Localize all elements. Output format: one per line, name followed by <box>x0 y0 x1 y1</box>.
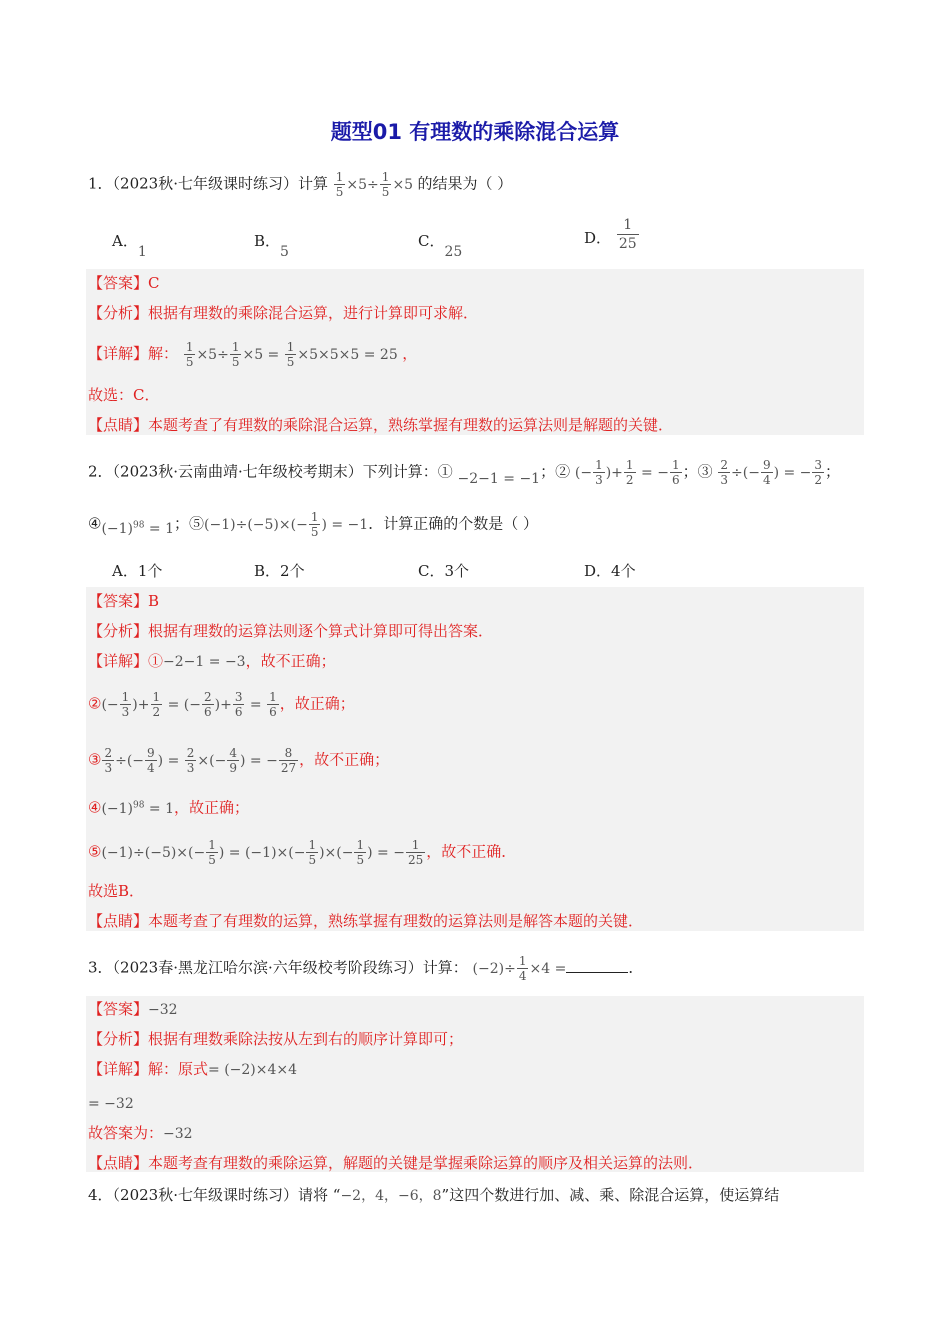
q2-detail-1: 【详解】①−2−1 = −3，故不正确； <box>88 652 336 670</box>
q1-comment: 【点睛】本题考查了有理数的乘除混合运算，熟练掌握有理数的运算法则是解题的关键． <box>88 416 674 434</box>
q2-comment: 【点睛】本题考查了有理数的运算，熟练掌握有理数的运算法则是解答本题的关键． <box>88 912 644 930</box>
q1-option-a[interactable]: A．1 <box>112 232 147 260</box>
q3-answer-blank[interactable] <box>566 958 628 973</box>
q3-answer: 【答案】−32 <box>88 1000 178 1018</box>
q2-option-d[interactable]: D．4个 <box>584 562 636 580</box>
q3-choice: 故答案为：−32 <box>88 1124 193 1142</box>
q3-comment: 【点睛】本题考查有理数的乘除运算，解题的关键是掌握乘除运算的顺序及相关运算的法则． <box>88 1154 704 1172</box>
q2-analysis: 【分析】根据有理数的运算法则逐个算式计算即可得出答案． <box>88 622 494 640</box>
q3-stem: 3．（2023春·黑龙江哈尔滨·六年级校考阶段练习）计算： (−2)÷ $\frac{1}{4}$ ×4 = ． <box>88 954 644 983</box>
q2-option-c[interactable]: C．3个 <box>418 562 470 580</box>
q3-detail: 【详解】解：原式= (−2)×4×4 <box>88 1060 298 1078</box>
q2-detail-5: ⑤(−1)÷(−5)×(− $\frac{1}{5}$ ) = (−1)×(− $\frac{1}{5}$ )×(− $\frac{1}{5}$ ) = − $\frac{1}{25}$ ，故不正确． <box>88 838 517 867</box>
q2-detail-3: ③ $\frac{2}{3}$ ÷(− $\frac{9}{4}$ ) = $\frac{2}{3}$ ×(− $\frac{4}{9}$ ) = − $\frac{8}{27}$ ，故不正确； <box>88 746 390 775</box>
q1-answer: 【答案】C <box>88 274 160 292</box>
q1-expression: $\frac{1}{5}$ ×5÷ $\frac{1}{5}$ ×5 <box>335 170 418 199</box>
q1-analysis: 【分析】根据有理数的乘除混合运算，进行计算即可求解． <box>88 304 479 322</box>
q1-option-c[interactable]: C．25 <box>418 232 463 260</box>
q1-option-d[interactable]: D． $\frac{1}{25}$ <box>584 217 637 252</box>
q2-option-a[interactable]: A．1个 <box>112 562 163 580</box>
q4-stem: 4．（2023秋·七年级课时练习）请将 “−2，4，−6，8”这四个数进行加、减、乘、除混合运算，使运算结 <box>88 1186 780 1204</box>
q2-stem-line1: 2．（2023秋·云南曲靖·七年级校考期末）下列计算：① −2−1 = −1；② (− $\frac{1}{3}$ )+ $\frac{1}{2}$ = − $\frac{1}{6}$ ；③ $\frac{2}{3}$ ÷(− $\frac{9}{4}$ ) = − $\frac{3}{2}$ ； <box>88 458 841 487</box>
q1-stem: 1．（2023秋·七年级课时练习）计算 $\frac{1}{5}$ ×5÷ $\frac{1}{5}$ ×5 的结果为（ ） <box>88 170 513 199</box>
q2-detail-4: $④(-1)^{98} = 1$，故正确； <box>88 798 250 817</box>
q1-detail: 【详解】解： $\frac{1}{5}$ ×5÷ $\frac{1}{5}$ ×5 = $\frac{1}{5}$ ×5×5×5 = 25 ， <box>88 340 418 369</box>
page-title: 题型01 有理数的乘除混合运算 <box>330 120 620 144</box>
q2-option-b[interactable]: B．2个 <box>254 562 305 580</box>
q2-detail-2: ②(− $\frac{1}{3}$ )+ $\frac{1}{2}$ = (− $\frac{2}{6}$ )+ $\frac{3}{6}$ = $\frac{1}{6}$ ，故正确； <box>88 690 355 719</box>
q1-choice: 故选：C． <box>88 386 160 404</box>
q2-choice: 故选B． <box>88 882 145 900</box>
q3-solution-box <box>86 996 864 1172</box>
q2-answer: 【答案】B <box>88 592 160 610</box>
q2-stem-line2: $④(-1)^{98} = 1$；⑤(−1)÷(−5)×(− $\frac{1}{5}$ ) = −1．计算正确的个数是（ ） <box>88 510 538 540</box>
q3-analysis: 【分析】根据有理数乘除法按从左到右的顺序计算即可； <box>88 1030 464 1048</box>
q1-option-b[interactable]: B．5 <box>254 232 289 260</box>
q3-detail-result: = −32 <box>88 1096 134 1112</box>
